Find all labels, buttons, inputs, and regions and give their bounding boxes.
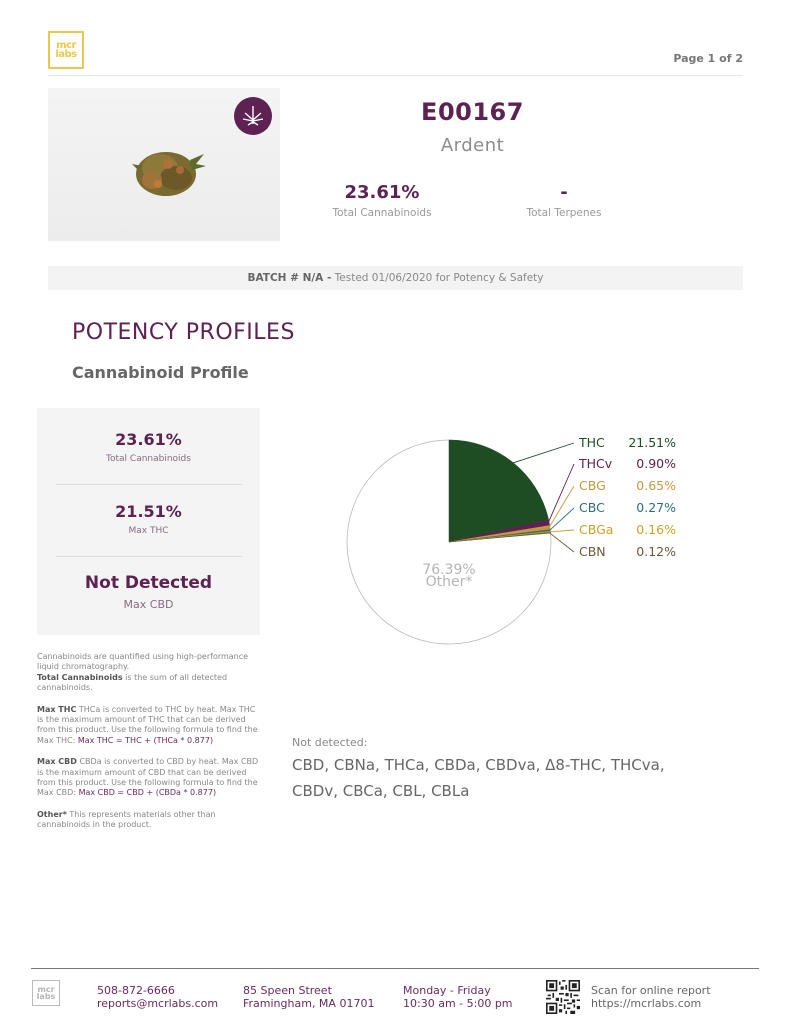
pie-legend-value: 0.27% [636,500,676,515]
pie-other-value: 76.39% [422,562,476,578]
notes-block [37,652,261,842]
mcr-labs-logo [48,31,84,69]
footer-time: 10:30 am - 5:00 pm [403,997,513,1010]
total-terpenes-value: - [560,182,568,203]
summary-thc-label: Max THC [128,526,169,536]
summary-total-label: Total Cannabinoids [106,454,191,464]
note-method-text: Cannabinoids are quantified using high-performance liquid chromatography. [37,652,249,672]
note-max-cbd [37,757,261,799]
pie-legend-label: CBG [579,478,606,493]
section-title: POTENCY PROFILES [72,320,295,345]
not-detected-label: Not detected: [292,736,368,749]
summary-total-cannabinoids [37,430,260,464]
note-max-thc-term: Max THC [37,704,77,714]
note-max-cbd-term: Max CBD [37,757,77,767]
strain-name: Ardent [440,135,505,156]
section-subtitle: Cannabinoid Profile [72,363,249,382]
product-photo [48,88,280,241]
summary-thc-value: 21.51% [115,502,182,521]
pie-legend-label: CBGa [579,522,614,537]
footer-address [243,984,374,1010]
batch-bar [48,266,743,290]
qr-code-icon[interactable] [546,980,580,1014]
summary-divider [56,484,242,485]
footer-scan-label: Scan for online report [591,984,711,997]
total-terpenes-stat [502,182,626,219]
pie-legend-label: THCv [579,456,613,471]
note-max-cbd-formula: Max CBD = CBD + (CBDa * 0.877) [78,788,217,798]
total-terpenes-label: Total Terpenes [526,207,602,219]
summary-cbd-value: Not Detected [84,573,213,593]
pie-leader-line [512,443,574,463]
header-divider [48,75,743,76]
footer-logo-text: mcr labs [36,985,56,1001]
footer-contact [97,984,218,1010]
note-total-term: Total Cannabinoids [37,672,123,682]
note-total-text: is the sum of all detected cannabinoids. [37,672,228,693]
cannabinoid-pie-chart [330,420,700,660]
note-max-thc [37,705,261,747]
footer-street: 85 Speen Street [243,984,332,997]
footer-phone[interactable]: 508-872-6666 [97,984,175,997]
note-other-text: This represents materials other than cannabinoids in the product. [37,809,216,830]
note-other-term: Other* [37,809,67,819]
summary-total-value: 23.61% [115,430,182,449]
pie-leader-line [548,464,574,523]
footer-logo [32,980,60,1006]
page-number: Page 1 of 2 [673,52,743,65]
summary-max-cbd [37,573,260,611]
footer-days: Monday - Friday [403,984,491,997]
pie-legend-value: 0.90% [636,456,676,471]
pie-legend-value: 0.16% [636,522,676,537]
potency-summary-box [37,408,260,635]
footer-hours [403,984,513,1010]
total-cannabinoids-value: 23.61% [344,182,420,203]
pie-leader-line [549,530,574,532]
note-max-thc-text: THCa is converted to THC by heat. Max THC is the maximum amount of THC that can be derived from this product. Use the following formula to find the Max THC: [37,704,258,745]
total-cannabinoids-label: Total Cannabinoids [332,207,432,219]
footer-scan [591,984,711,1010]
footer-email[interactable]: reports@mcrlabs.com [97,997,219,1010]
note-max-thc-formula: Max THC = THC + (THCa * 0.877) [77,735,214,745]
note-other [37,810,261,831]
pie-legend-label: THC [579,435,605,450]
footer-city: Framingham, MA 01701 [243,997,375,1010]
total-cannabinoids-stat [320,182,444,219]
pie-legend-value: 0.65% [636,478,676,493]
pie-leader-line [550,533,574,552]
pie-legend-value: 21.51% [628,435,676,450]
batch-label: BATCH # N/A - [247,272,332,284]
summary-cbd-label: Max CBD [123,598,174,611]
sample-id: E00167 [421,98,524,126]
footer-url[interactable]: https://mcrlabs.com [591,997,702,1010]
footer-divider [31,968,759,969]
cannabis-leaf-icon [234,97,272,135]
pie-legend-value: 0.12% [636,544,676,559]
note-max-cbd-text: CBDa is converted to CBD by heat. Max CBD is the maximum amount of CBD that can be derived from this product. Use the following formula to find the Max CBD: [37,757,259,798]
batch-tested-text: Tested 01/06/2020 for Potency & Safety [331,272,544,284]
summary-max-thc [37,502,260,536]
pie-legend-label: CBC [579,500,605,515]
pie-other-label: Other* [425,574,473,590]
logo-text: mcr labs [55,40,77,60]
note-method [37,652,261,694]
not-detected-list: CBD, CBNa, THCa, CBDa, CBDva, Δ8-THC, THCva, CBDv, CBCa, CBL, CBLa [292,756,665,800]
summary-divider [56,556,242,557]
cannabis-bud-image [130,140,208,202]
pie-legend-label: CBN [579,544,606,559]
